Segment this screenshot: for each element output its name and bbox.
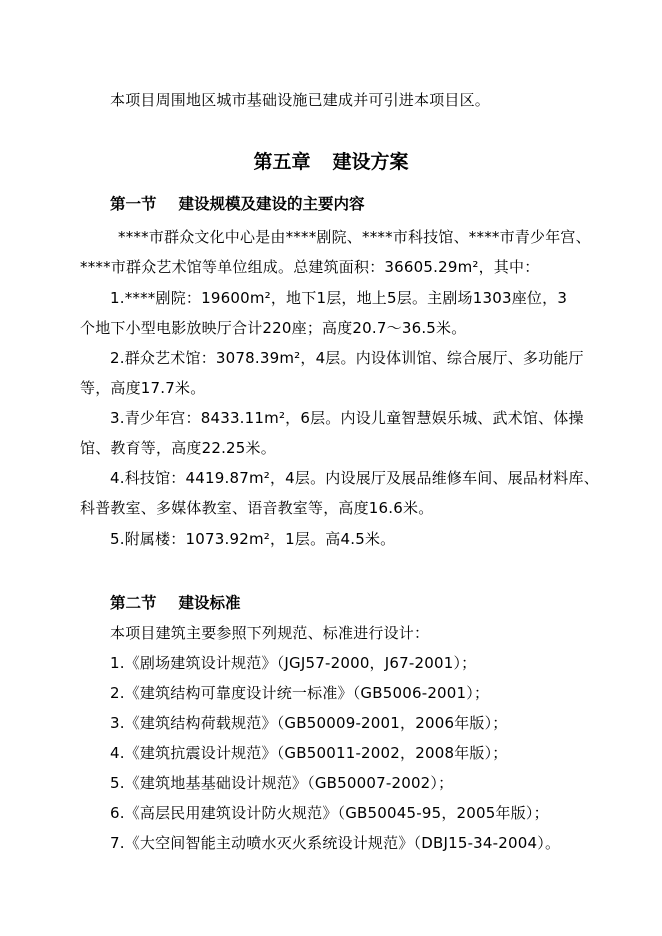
section-2-intro: 本项目建筑主要参照下列规范、标准进行设计： xyxy=(110,624,430,642)
standard-item: 5.《建筑地基基础设计规范》（GB50007-2002）； xyxy=(110,774,454,792)
standard-item: 1.《剧场建筑设计规范》（JGJ57-2000，J67-2001）； xyxy=(110,654,477,672)
section-1-line: 馆、教育等，高度22.25米。 xyxy=(80,439,276,457)
section-1-line: 5.附属楼：1073.92m²，1层。高4.5米。 xyxy=(110,530,396,548)
standard-item: 3.《建筑结构荷载规范》（GB50009-2001，2006年版）； xyxy=(110,714,508,732)
section-1-number: 第一节 xyxy=(110,195,157,213)
standard-item: 2.《建筑结构可靠度设计统一标准》（GB5006-2001）； xyxy=(110,684,490,702)
chapter-heading xyxy=(0,150,662,174)
section-1-line: 1.****剧院：19600m²，地下1层，地上5层。主剧场1303座位，3 xyxy=(110,289,568,307)
section-1-line: 3.青少年宫：8433.11m²，6层。内设儿童智慧娱乐城、武术馆、体操 xyxy=(110,409,584,427)
section-2-title: 建设标准 xyxy=(178,594,241,612)
section-1-line: 科普教室、多媒体教室、语音教室等，高度16.6米。 xyxy=(80,499,434,517)
intro-paragraph: 本项目周围地区城市基础设施已建成并可引进本项目区。 xyxy=(110,91,491,109)
standard-item: 4.《建筑抗震设计规范》（GB50011-2002，2008年版）； xyxy=(110,744,508,762)
section-1-line: ****市群众艺术馆等单位组成。总建筑面积：36605.29m²，其中： xyxy=(80,258,540,276)
chapter-title: 建设方案 xyxy=(332,151,409,173)
section-1-line: 个地下小型电影放映厅合计220座；高度20.7～36.5米。 xyxy=(80,319,467,337)
section-1-line: ****市群众文化中心是由****剧院、****市科技馆、****市青少年宫、 xyxy=(118,228,591,246)
section-2-number: 第二节 xyxy=(110,594,157,612)
chapter-number: 第五章 xyxy=(253,151,311,173)
section-1-line: 等，高度17.7米。 xyxy=(80,379,206,397)
standard-item: 6.《高层民用建筑设计防火规范》（GB50045-95，2005年版）； xyxy=(110,804,549,822)
section-1-line: 4.科技馆：4419.87m²，4层。内设展厅及展品维修车间、展品材料库、 xyxy=(110,469,599,487)
standard-item: 7.《大空间智能主动喷水灭火系统设计规范》（DBJ15-34-2004）。 xyxy=(110,834,561,852)
section-1-heading xyxy=(110,194,365,214)
section-2-heading xyxy=(110,593,241,613)
section-1-title: 建设规模及建设的主要内容 xyxy=(178,195,365,213)
section-1-line: 2.群众艺术馆：3078.39m²，4层。内设体训馆、综合展厅、多功能厅 xyxy=(110,349,584,367)
